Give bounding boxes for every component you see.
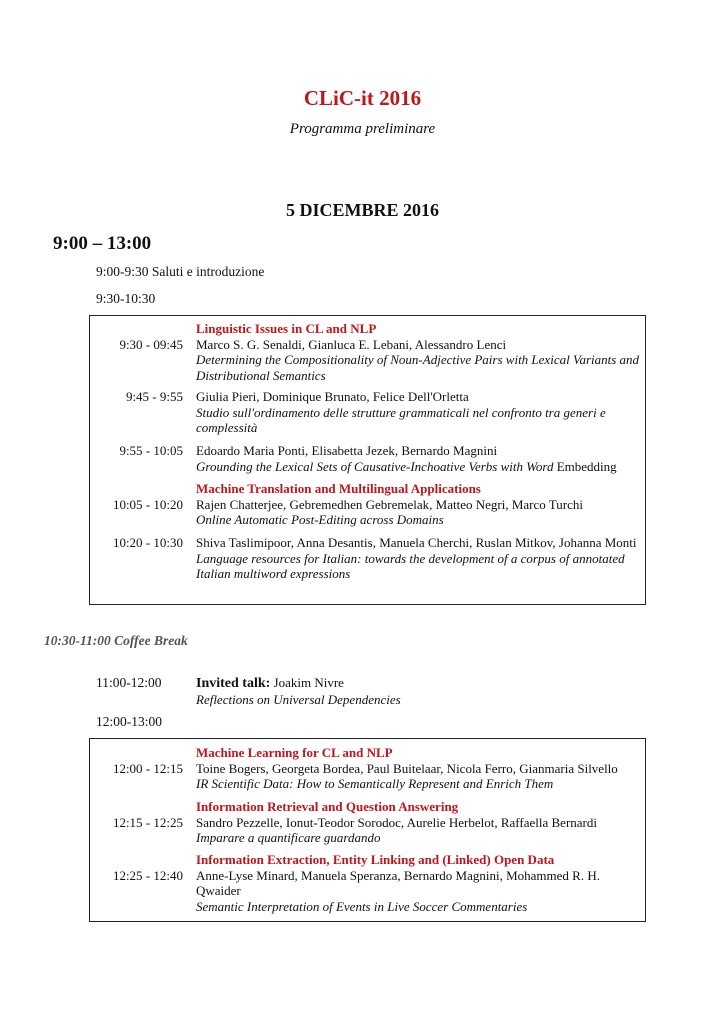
talk-title: Studio sull'ordinamento delle strutture grammaticali nel confronto tra generi e complessità <box>196 404 606 435</box>
intro-line: 9:00-9:30 Saluti e introduzione <box>96 264 265 279</box>
talk-time: 12:25 - 12:40 <box>112 868 183 883</box>
talk-time: 12:15 - 12:25 <box>112 815 183 830</box>
track-title: Linguistic Issues in CL and NLP <box>196 321 377 336</box>
slot-time-1: 9:30-10:30 <box>96 291 156 306</box>
day-heading: 5 DICEMBRE 2016 <box>285 200 439 220</box>
talk-time: 9:45 - 9:55 <box>125 389 183 404</box>
talk-title: IR Scientific Data: How to Semantically Represent and Enrich Them <box>196 776 554 791</box>
talk-time: 9:55 - 10:05 <box>119 443 183 458</box>
talk-title-tail: Embedding <box>553 458 617 474</box>
talk-time: 12:00 - 12:15 <box>112 761 183 776</box>
talk-authors: Rajen Chatterjee, Gebremedhen Gebremelak, Matteo Negri, Marco Turchi <box>196 496 583 512</box>
invited-label: Invited talk: <box>196 676 271 691</box>
talk-title: Grounding the Lexical Sets of Causative-Inchoative Verbs with Word <box>196 458 554 474</box>
talk-authors: Anne-Lyse Minard, Manuela Speranza, Bernardo Magnini, Mohammed R. H. Qwaider <box>196 867 600 898</box>
coffee-break: 10:30-11:00 Coffee Break <box>44 633 188 648</box>
talk-title: Semantic Interpretation of Events in Live Soccer Commentaries <box>196 898 528 914</box>
track-title: Information Retrieval and Question Answering <box>196 799 459 814</box>
talk-authors: Shiva Taslimipoor, Anna Desantis, Manuela Cherchi, Ruslan Mitkov, Johanna Monti <box>196 535 637 550</box>
talk-authors: Edoardo Maria Ponti, Elisabetta Jezek, Bernardo Magnini <box>196 443 498 458</box>
invited-speaker: Joakim Nivre <box>270 675 344 690</box>
page-subtitle: Programma preliminare <box>289 121 436 137</box>
track-title: Machine Learning for CL and NLP <box>196 745 393 760</box>
talk-time: 9:30 - 09:45 <box>119 337 183 352</box>
talk-title: Online Automatic Post-Editing across Domains <box>196 512 444 527</box>
talk-authors: Toine Bogers, Georgeta Bordea, Paul Buitelaar, Nicola Ferro, Gianmaria Silvello <box>196 760 618 776</box>
talk-authors: Giulia Pieri, Dominique Brunato, Felice Dell'Orletta <box>196 389 469 404</box>
slot-time-2: 12:00-13:00 <box>96 714 162 729</box>
talk-authors: Sandro Pezzelle, Ionut-Teodor Sorodoc, Aurelie Herbelot, Raffaella Bernardi <box>196 814 597 830</box>
talk-time: 10:20 - 10:30 <box>112 535 183 550</box>
invited-talk-time: 11:00-12:00 <box>96 675 162 690</box>
invited-talk <box>196 675 401 708</box>
page-title: CLiC-it 2016 <box>303 86 422 110</box>
talk-authors: Marco S. G. Senaldi, Gianluca E. Lebani, Alessandro Lenci <box>196 336 507 352</box>
track-title: Machine Translation and Multilingual Applications <box>196 481 481 496</box>
block-time-heading: 9:00 – 13:00 <box>53 233 152 254</box>
talk-title: Language resources for Italian: towards the development of a corpus of annotated Italian multiword expressions <box>196 550 625 581</box>
talk-title: Determining the Compositionality of Noun-Adjective Pairs with Lexical Variants and Distributional Semantics <box>196 352 640 383</box>
invited-title: Reflections on Universal Dependencies <box>196 692 401 707</box>
track-title: Information Extraction, Entity Linking and (Linked) Open Data <box>196 852 555 867</box>
talk-title: Imparare a quantificare guardando <box>196 830 381 845</box>
talk-time: 10:05 - 10:20 <box>112 497 183 512</box>
